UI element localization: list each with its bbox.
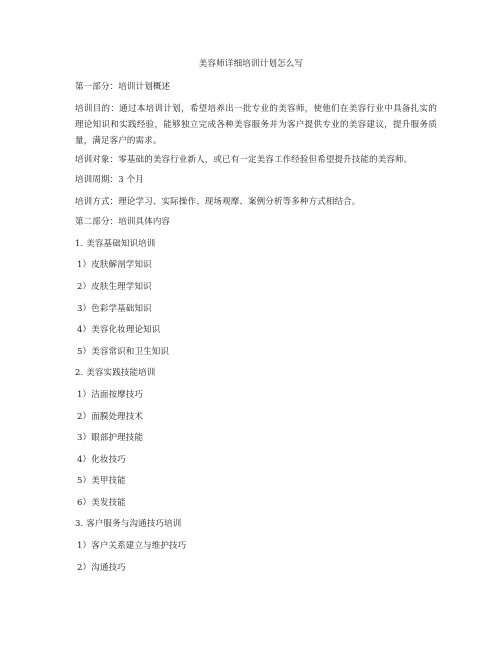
training-method: 培训方式：理论学习、实际操作、现场观摩、案例分析等多种方式相结合。 — [75, 197, 361, 207]
section3-title: 3. 客户服务与沟通技巧培训 — [75, 519, 182, 529]
part2-heading: 第二部分：培训具体内容 — [75, 217, 171, 227]
section2-item: 3）眼部护理技能 — [77, 433, 144, 443]
section2-title: 2. 美容实践技能培训 — [75, 368, 156, 378]
training-audience: 培训对象：零基础的美容行业新人，或已有一定美容工作经验但希望提升技能的美容师。 — [75, 155, 413, 165]
section2-item: 5）美甲技能 — [77, 476, 126, 486]
section2-item: 2）面膜处理技术 — [77, 412, 144, 422]
section1-item: 2）皮肤生理学知识 — [77, 282, 152, 292]
section2-item: 6）美发技能 — [77, 498, 126, 508]
section1-title: 1. 美容基础知识培训 — [75, 239, 156, 249]
section1-item: 1）皮肤解剖学知识 — [77, 260, 152, 270]
section1-item: 3）色彩学基础知识 — [77, 304, 152, 314]
section1-item: 5）美容常识和卫生知识 — [77, 347, 170, 357]
section2-item: 1）洁面按摩技巧 — [77, 390, 144, 400]
training-goal-paragraph: 培训目的：通过本培训计划，希望培养出一批专业的美容师，使他们在美容行业中具备扎实的理论知识和实践经验，能够独立完成各种美容服务并为客户提供专业的美容建议，提升服务质量，满足客户的需求。 — [75, 104, 437, 146]
section1-item: 4）美容化妆理论知识 — [77, 325, 161, 335]
part1-heading: 第一部分：培训计划概述 — [75, 82, 171, 92]
training-duration: 培训周期：3 个月 — [75, 175, 144, 185]
section3-item: 2）沟通技巧 — [77, 563, 126, 573]
section2-item: 4）化妆技巧 — [77, 455, 126, 465]
section3-item: 1）客户关系建立与维护技巧 — [77, 541, 187, 551]
document-title: 美容师详细培训计划怎么写 — [198, 59, 304, 69]
